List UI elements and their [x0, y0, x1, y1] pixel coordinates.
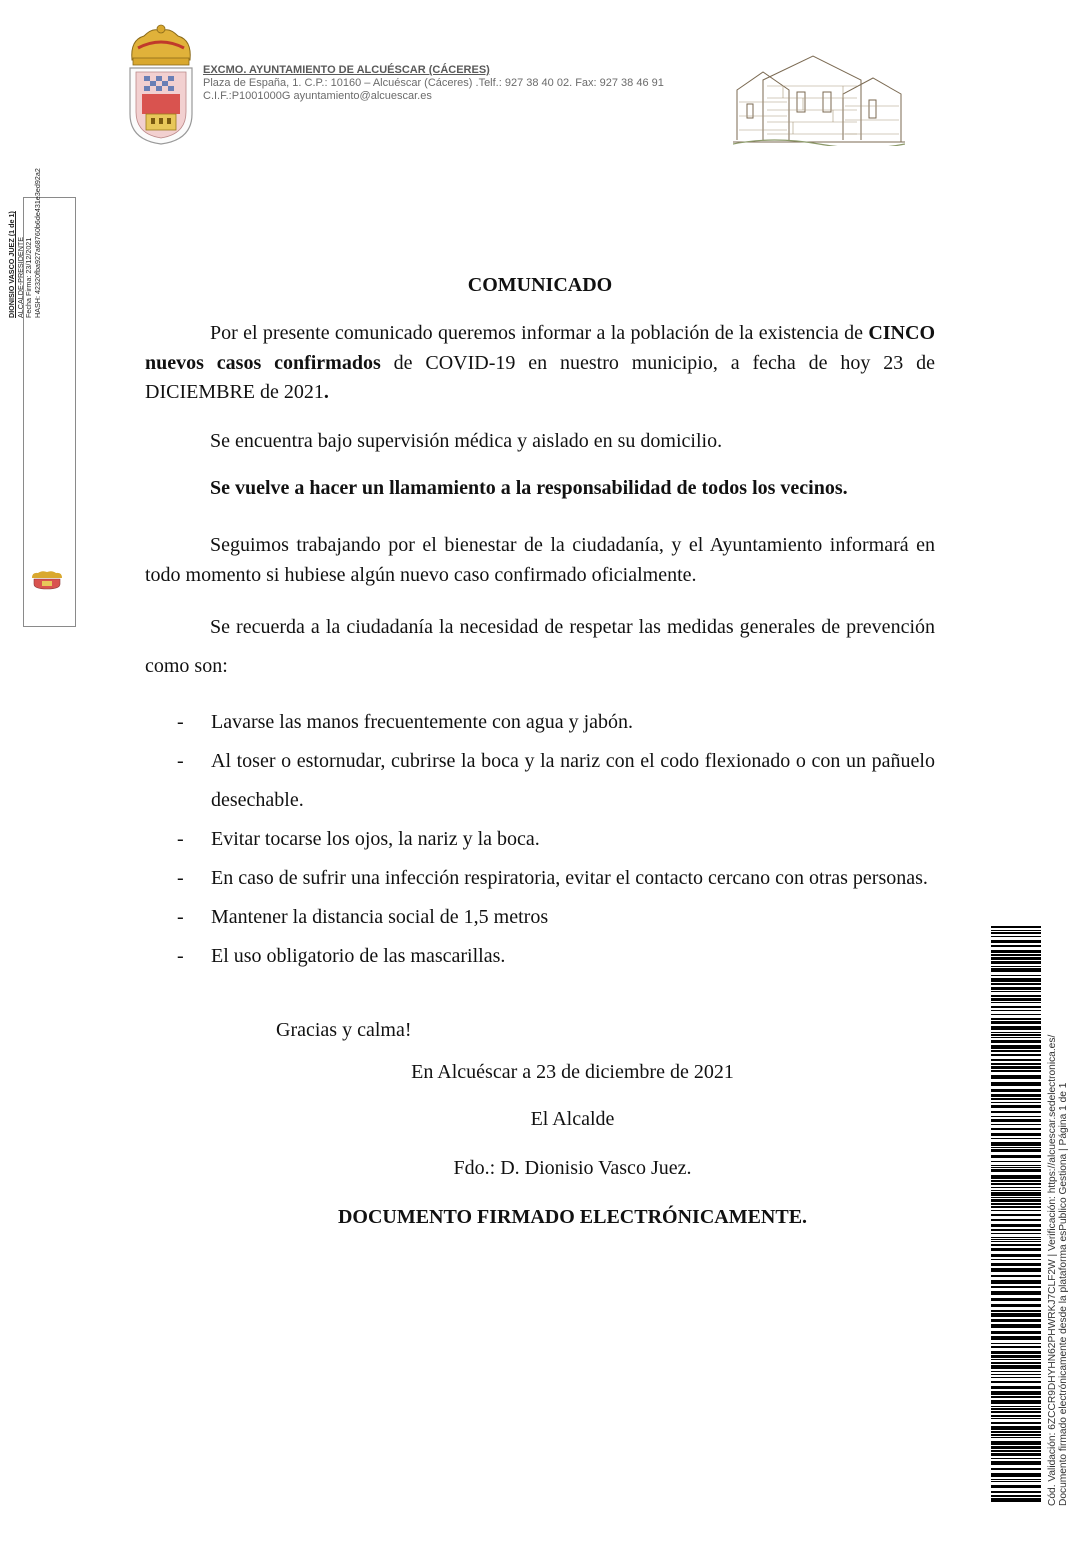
signer-name-line: Fdo.: D. Dionisio Vasco Juez. [453, 1157, 692, 1179]
organization-cif-email: C.I.F.:P1001000G ayuntamiento@alcuescar.es [203, 90, 432, 102]
signed-note: DOCUMENTO FIRMADO ELECTRÓNICAMENTE. [337, 1206, 808, 1228]
list-item: - Mantener la distancia social de 1,5 metros [177, 906, 549, 928]
paragraph-announcement: Por el presente comunicado queremos informar a la población de la existencia de CINCO nuevos casos confirmados de COVID-19 en nuestro municipio, a fecha de hoy 23 de DICIEMBRE de 2021. [145, 322, 935, 403]
validation-text [1047, 906, 1069, 1506]
barcode-icon [991, 926, 1041, 1504]
measures-list [145, 703, 935, 976]
coat-of-arms-icon [124, 22, 198, 146]
signature-hash: HASH: 42320fba927a68760b6de431e3ed92a2 [32, 168, 42, 318]
list-item: - En caso de sufrir una infección respiratoria, evitar el contacto cercano con otras personas. [177, 867, 928, 889]
list-item: - El uso obligatorio de las mascarillas. [177, 945, 506, 967]
list-item: - Lavarse las manos frecuentemente con agua y jabón. [177, 711, 634, 733]
organization-address: Plaza de España, 1. C.P.: 10160 – Alcuéscar (Cáceres) .Telf.: 927 38 40 02. Fax: 927 38 46 91 [203, 77, 664, 89]
closing-thanks: Gracias y calma! [276, 1019, 412, 1041]
signature-details [8, 18, 48, 318]
validation-platform: Documento firmado electrónicamente desde la plataforma esPublico Gestiona | Página 1 de 1 [1058, 1082, 1069, 1506]
place-date: En Alcuéscar a 23 de diciembre de 2021 [411, 1061, 734, 1083]
organization-name: EXCMO. AYUNTAMIENTO DE ALCUÉSCAR (CÁCERES) [203, 64, 490, 76]
paragraph-supervision: Se encuentra bajo supervisión médica y aislado en su domicilio. [210, 430, 723, 452]
paragraph-callout: Se vuelve a hacer un llamamiento a la responsabilidad de todos los vecinos. [210, 477, 848, 499]
document-title: COMUNICADO [467, 274, 613, 296]
signer-title: El Alcalde [530, 1108, 615, 1130]
signer-role: ALCALDE-PRESIDENTE [15, 236, 25, 318]
paragraph-reminder: Se recuerda a la ciudadanía la necesidad de respetar las medidas generales de prevención como son: [145, 616, 935, 677]
list-item: - Evitar tocarse los ojos, la nariz y la boca. [177, 828, 540, 850]
signature-date: Fecha Firma: 23/12/2021 [24, 237, 33, 318]
church-drawing-icon [733, 50, 905, 146]
list-item: - Al toser o estornudar, cubrirse la boca y la nariz con el codo flexionado o con un pañuelo desechable. [177, 750, 935, 811]
signer-name: DIONISIO VASCO JUEZ (1 de 1) [7, 211, 16, 318]
paragraph-work: Seguimos trabajando por el bienestar de la ciudadanía, y el Ayuntamiento informará en todo momento si hubiese algún nuevo caso confirmado oficialmente. [145, 534, 935, 586]
highlight-cases: CINCO nuevos casos confirmados [145, 322, 935, 374]
coat-of-arms-small-icon [30, 570, 64, 590]
validation-code: Cód. Validación: 6ZCCR9DHYHN62PHWRKJ7CLF2W | Verificación: https://alcuescar.sedelectronica.es/ [1047, 1034, 1058, 1506]
organization-header [203, 64, 664, 103]
